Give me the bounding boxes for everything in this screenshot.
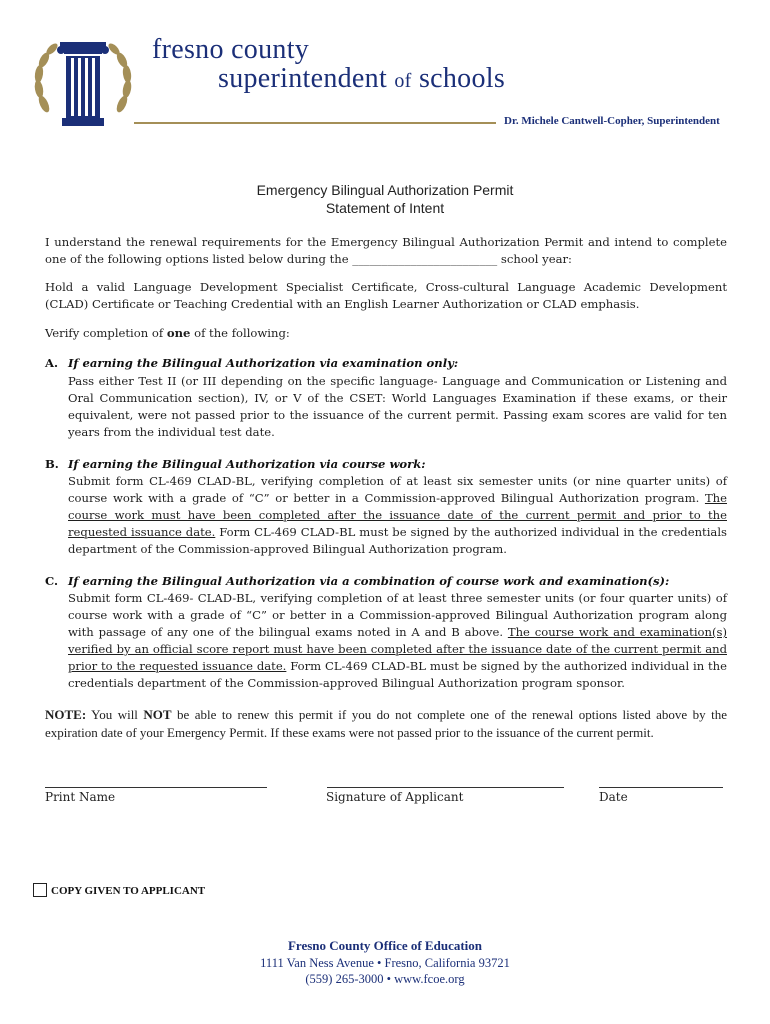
option-b-underlined-text: The course work must have been completed after the issuance date of the current permit and prior to the requested issuance date. xyxy=(68,491,727,539)
option-c-text-1: Submit form CL-469- CLAD-BL, verifying completion of at least three semester units (or four quarter units) of course work with a grade of “C” or better in a Commission-approved Bilingual Authorization program along with passage of any one of the bilingual exams noted in A and B above. xyxy=(68,591,727,639)
option-c-letter: C. xyxy=(45,574,59,588)
option-a-body: Pass either Test II (or III depending on the specific language- Language and Communication or Listening and Oral Communication section), IV, or V of the CSET: World Languages Examination if these exams, or their equivalent, were not passed prior to the issuance of the current permit. Passing exam scores are valid for ten years from the individual test date. xyxy=(68,374,727,439)
org-name-line2 xyxy=(218,63,505,95)
footer-org-name: Fresno County Office of Education xyxy=(287,938,483,953)
option-c-body xyxy=(68,590,727,692)
note-text-pre: You will xyxy=(86,707,144,722)
header-divider xyxy=(134,122,496,124)
document-title: Emergency Bilingual Authorization Permit xyxy=(256,182,514,198)
note-label: NOTE: xyxy=(45,707,87,722)
option-a-heading-text: If earning the Bilingual Authorization via examination only: xyxy=(68,356,459,370)
date-label: Date xyxy=(599,790,628,804)
org-name-word-of: of xyxy=(394,70,412,92)
signature-label: Signature of Applicant xyxy=(326,790,464,804)
verify-text-post: of the following: xyxy=(190,326,290,340)
print-name-line[interactable] xyxy=(45,787,267,788)
hold-credential-paragraph: Hold a valid Language Development Specialist Certificate, Cross-cultural Language Academic Development (CLAD) Certificate or Teaching Credential with an English Learner Authorization or CLAD emphasis. xyxy=(45,280,727,311)
option-b-body xyxy=(68,473,727,558)
option-b-text-1: Submit form CL-469 CLAD-BL, verifying completion of at least six semester units (or nine quarter units) of course work with a grade of “C” or better in a Commission-approved Bilingual Authorization program. xyxy=(68,474,727,505)
option-c-heading-text: If earning the Bilingual Authorization via a combination of course work and examination(s): xyxy=(68,574,670,588)
option-a-letter: A. xyxy=(45,356,59,370)
option-c-heading xyxy=(45,574,669,588)
laurel-column-logo xyxy=(30,34,136,130)
verify-text-pre: Verify completion of xyxy=(45,326,167,340)
verify-paragraph xyxy=(45,325,727,342)
superintendent-name: Dr. Michele Cantwell-Copher, Superintendent xyxy=(504,115,720,127)
note-paragraph xyxy=(45,706,727,742)
option-b-heading xyxy=(45,457,426,471)
copy-given-checkbox[interactable] xyxy=(33,883,47,897)
option-c-underlined-text: The course work and examination(s) verified by an official score report must have been completed after the issuance date of the current permit and prior to the requested issuance date. xyxy=(68,625,727,673)
copy-given-label: COPY GIVEN TO APPLICANT xyxy=(51,885,206,897)
option-a-heading xyxy=(45,356,458,370)
footer-address: 1111 Van Ness Avenue • Fresno, California 93721 xyxy=(260,956,510,970)
option-c-text-2: Form CL-469 CLAD-BL must be signed by the authorized individual in the credentials department of the Commission-approved Bilingual Authorization program sponsor. xyxy=(68,659,727,690)
intro-paragraph: I understand the renewal requirements for the Emergency Bilingual Authorization Permit and intend to complete one of the following options listed below during the _________________________ school year: xyxy=(45,235,727,266)
verify-text-emphasis: one xyxy=(166,326,191,340)
note-text-emphasis: NOT xyxy=(143,707,172,722)
option-b-heading-text: If earning the Bilingual Authorization via course work: xyxy=(68,457,426,471)
note-text-post: be able to renew this permit if you do not complete one of the renewal options listed above by the expiration date of your Emergency Permit. If these exams were not passed prior to the issuance of the current permit. xyxy=(45,707,727,740)
org-name-word-schools: schools xyxy=(418,63,506,94)
print-name-label: Print Name xyxy=(45,790,116,804)
date-line[interactable] xyxy=(599,787,723,788)
option-b-text-2: Form CL-469 CLAD-BL must be signed by the authorized individual in the credentials department of the Commission-approved Bilingual Authorization program. xyxy=(68,525,727,556)
document-subtitle: Statement of Intent xyxy=(325,200,445,216)
signature-line[interactable] xyxy=(327,787,564,788)
org-name-word-superintendent: superintendent xyxy=(218,63,388,94)
org-name-line1: fresno county xyxy=(152,34,310,65)
footer-contact: (559) 265-3000 • www.fcoe.org xyxy=(305,972,465,986)
option-b-letter: B. xyxy=(45,457,59,471)
